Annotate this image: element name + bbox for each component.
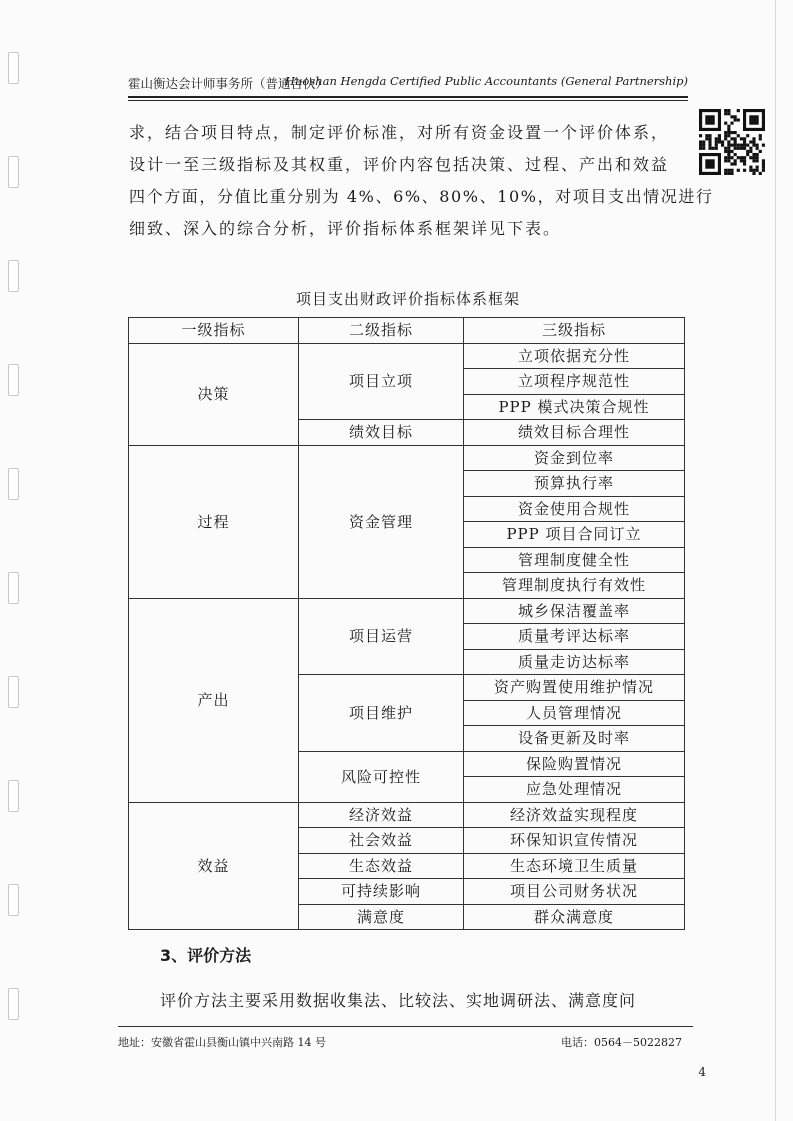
level3-cell: 立项程序规范性 <box>464 369 685 395</box>
level2-cell: 资金管理 <box>299 445 464 598</box>
binding-mark <box>8 364 19 396</box>
level3-cell: 管理制度执行有效性 <box>464 573 685 599</box>
binding-mark <box>8 780 19 812</box>
table-caption: 项目支出财政评价指标体系框架 <box>295 290 520 308</box>
level3-cell: 经济效益实现程度 <box>464 802 685 828</box>
level2-cell: 风险可控性 <box>299 751 464 802</box>
level3-cell: 管理制度健全性 <box>464 547 685 573</box>
table-row <box>129 598 685 624</box>
footer-rule <box>118 1026 693 1027</box>
level3-cell: 人员管理情况 <box>464 700 685 726</box>
level1-cell: 过程 <box>129 445 299 598</box>
level2-cell: 满意度 <box>299 904 464 930</box>
level3-cell: 设备更新及时率 <box>464 726 685 752</box>
indicator-table <box>128 317 685 930</box>
level3-cell: PPP 模式决策合规性 <box>464 394 685 420</box>
binding-mark <box>8 572 19 604</box>
binding-mark <box>8 884 19 916</box>
level2-cell: 项目运营 <box>299 598 464 675</box>
letterhead <box>128 74 688 92</box>
level3-cell: 资产购置使用维护情况 <box>464 675 685 701</box>
level3-cell: 生态环境卫生质量 <box>464 853 685 879</box>
level1-cell: 产出 <box>129 598 299 802</box>
level3-cell: 环保知识宣传情况 <box>464 828 685 854</box>
level2-cell: 项目维护 <box>299 675 464 752</box>
qr-code-icon <box>699 109 765 175</box>
level3-cell: 资金到位率 <box>464 445 685 471</box>
level3-cell: 应急处理情况 <box>464 777 685 803</box>
table-header-cell: 三级指标 <box>464 318 685 344</box>
footer-address: 地址：安徽省霍山县衡山镇中兴南路 14 号 <box>118 1036 326 1049</box>
level3-cell: 城乡保洁覆盖率 <box>464 598 685 624</box>
table-header-cell: 二级指标 <box>299 318 464 344</box>
level2-cell: 经济效益 <box>299 802 464 828</box>
paragraph-line: 求，结合项目特点，制定评价标准，对所有资金设置一个评价体系， <box>129 123 670 142</box>
footer-phone: 电话：0564－5022827 <box>561 1036 682 1049</box>
level3-cell: 质量考评达标率 <box>464 624 685 650</box>
level3-cell: 群众满意度 <box>464 904 685 930</box>
binding-mark <box>8 988 19 1020</box>
body-paragraph <box>129 117 714 245</box>
paragraph-line: 四个方面，分值比重分别为 4%、6%、80%、10%，对项目支出情况进行 <box>129 187 714 206</box>
table-header-cell: 一级指标 <box>129 318 299 344</box>
section-heading: 3、评价方法 <box>160 946 252 965</box>
level3-cell: 立项依据充分性 <box>464 343 685 369</box>
binding-mark <box>8 468 19 500</box>
paragraph-line: 评价方法主要采用数据收集法、比较法、实地调研法、满意度问 <box>160 991 637 1010</box>
table-header-row <box>129 318 685 344</box>
level3-cell: 质量走访达标率 <box>464 649 685 675</box>
header-rule-thin <box>128 100 688 101</box>
level2-cell: 可持续影响 <box>299 879 464 905</box>
level3-cell: 资金使用合规性 <box>464 496 685 522</box>
binding-mark <box>8 52 19 84</box>
level2-cell: 社会效益 <box>299 828 464 854</box>
level1-cell: 效益 <box>129 802 299 930</box>
page-edge-line <box>775 0 776 1121</box>
level3-cell: 项目公司财务状况 <box>464 879 685 905</box>
level3-cell: 绩效目标合理性 <box>464 420 685 446</box>
level2-cell: 项目立项 <box>299 343 464 420</box>
level1-cell: 决策 <box>129 343 299 445</box>
firm-name-cn: 霍山衡达会计师事务所（普通合伙） <box>128 76 329 91</box>
page-number: 4 <box>698 1065 706 1079</box>
paragraph-line: 设计一至三级指标及其权重，评价内容包括决策、过程、产出和效益 <box>129 155 670 174</box>
level3-cell: PPP 项目合同订立 <box>464 522 685 548</box>
level3-cell: 保险购置情况 <box>464 751 685 777</box>
binding-mark <box>8 676 19 708</box>
firm-name-en: Huoshan Hengda Certified Public Accountants (General Partnership) <box>284 74 688 88</box>
header-rule <box>128 96 688 98</box>
paragraph-line: 细致、深入的综合分析，评价指标体系框架详见下表。 <box>129 219 562 238</box>
table-row <box>129 445 685 471</box>
level3-cell: 预算执行率 <box>464 471 685 497</box>
binding-mark <box>8 156 19 188</box>
table-row <box>129 802 685 828</box>
level2-cell: 生态效益 <box>299 853 464 879</box>
table-row <box>129 343 685 369</box>
level2-cell: 绩效目标 <box>299 420 464 446</box>
binding-mark <box>8 260 19 292</box>
